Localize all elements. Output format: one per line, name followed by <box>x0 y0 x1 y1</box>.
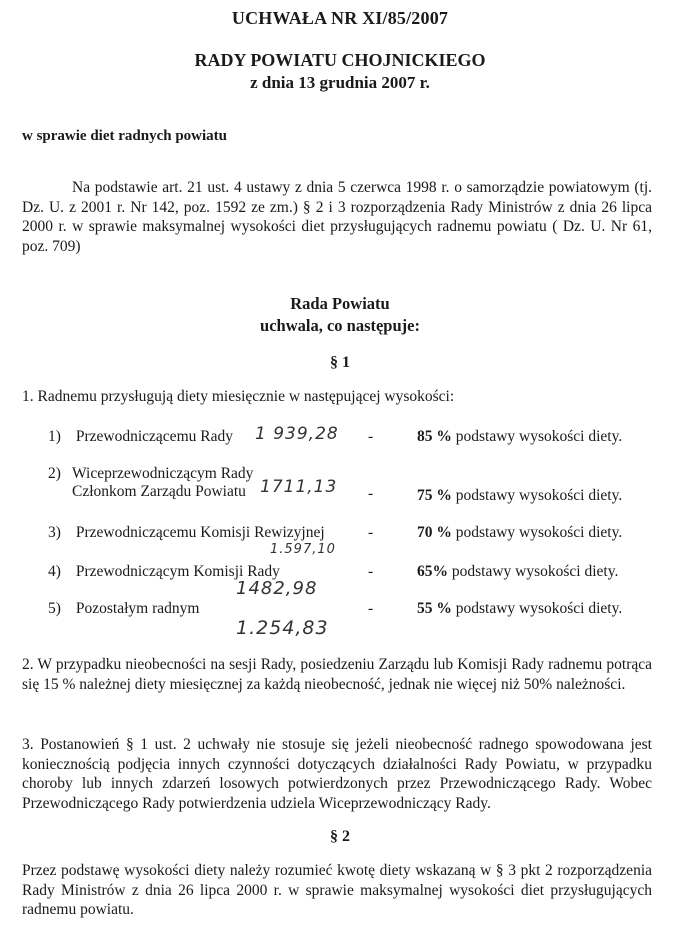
point-2-paragraph: 2. W przypadku nieobecności na sesji Rady, posiedzeniu Zarządu lub Komisji Rady radnemu potrąca się 15 % należnej diety miesięcznej za każdą nieobecność, jednak nie więcej niż 50% należności. <box>22 656 652 693</box>
section-1-heading: § 1 <box>330 354 350 371</box>
percent-suffix: podstawy wysokości diety. <box>451 600 623 617</box>
section-2-paragraph: Przez podstawę wysokości diety należy rozumieć kwotę diety wskazaną w § 3 pkt 2 rozporządzenia Rady Ministrów z dnia 26 lipca 2000 r. w sprawie maksymalnej wysokości diet przysługujących radnemu powiatu. <box>22 862 652 918</box>
handwritten-amount: 1 939,28 <box>255 424 339 444</box>
resolution-date: z dnia 13 grudnia 2007 r. <box>250 73 430 92</box>
percent-suffix: podstawy wysokości diety. <box>448 563 619 580</box>
item-percentage <box>417 600 622 618</box>
issuer-heading: RADY POWIATU CHOJNICKIEGO <box>194 50 486 70</box>
percent-value: 55 % <box>417 600 452 617</box>
item-number: 1) <box>48 428 61 445</box>
item-dash: - <box>368 428 374 445</box>
handwritten-amount: 1711,13 <box>260 477 338 497</box>
item-dash: - <box>368 524 374 541</box>
item-number: 3) <box>48 524 61 541</box>
item-dash: - <box>368 600 374 617</box>
handwritten-amount: 1482,98 <box>236 578 318 599</box>
item-percentage <box>417 428 622 446</box>
item-label: Przewodniczącemu Komisji Rewizyjnej <box>75 524 325 541</box>
diet-item <box>48 428 233 446</box>
resolves-line1: Rada Powiatu <box>290 294 390 313</box>
resolution-title: UCHWAŁA NR XI/85/2007 <box>231 8 449 28</box>
item-number: 2) <box>48 465 61 482</box>
item-label-line2: Członkom Zarządu Powiatu <box>72 483 246 500</box>
item-label: Pozostałym radnym <box>75 600 200 617</box>
item-dash: - <box>368 563 374 580</box>
percent-suffix: podstawy wysokości diety. <box>451 524 623 541</box>
preamble-paragraph: Na podstawie art. 21 ust. 4 ustawy z dnia 5 czerwca 1998 r. o samorządzie powiatowym (tj. Dz. U. z 2001 r. Nr 142, poz. 1592 ze zm.) § 2 i 3 rozporządzenia Rady Ministrów z dnia 26 lipca 2000 r. w sprawie maksymalnej wysokości diet przysługujących radnemu powiatu ( Dz. U. Nr 61, poz. 709) <box>22 179 652 255</box>
item-label: Przewodniczącym Komisji Rady <box>75 563 280 580</box>
point-1-intro: 1. Radnemu przysługują diety miesięcznie w następującej wysokości: <box>22 388 455 405</box>
handwritten-amount: 1.254,83 <box>236 617 329 639</box>
item-number: 5) <box>48 600 61 617</box>
diet-item <box>48 465 253 501</box>
percent-value: 65% <box>417 563 448 580</box>
item-percentage <box>417 563 618 581</box>
diet-item <box>48 600 199 618</box>
percent-suffix: podstawy wysokości diety. <box>451 487 623 504</box>
item-percentage <box>417 487 622 505</box>
percent-value: 85 % <box>417 428 452 445</box>
percent-value: 70 % <box>417 524 452 541</box>
percent-suffix: podstawy wysokości diety. <box>451 428 623 445</box>
resolves-line2: uchwala, co następuje: <box>260 316 420 335</box>
item-number: 4) <box>48 563 61 580</box>
point-3-paragraph: 3. Postanowień § 1 ust. 2 uchwały nie stosuje się jeżeli nieobecność radnego spowodowana jest koniecznością podjęcia innych czynności dotyczących działalności Rady Powiatu, w przypadku choroby lub innych zdarzeń losowych potwierdzonych przez Przewodniczącego Rady. Wobec Przewodniczącego Rady potwierdzenia udziela Wiceprzewodniczący Rady. <box>22 736 652 812</box>
item-dash: - <box>368 485 374 502</box>
diet-item <box>48 524 325 542</box>
item-label: Przewodniczącemu Rady <box>75 428 233 445</box>
handwritten-amount: 1.597,10 <box>270 542 336 557</box>
item-label: Wiceprzewodniczącym Rady <box>72 465 254 482</box>
percent-value: 75 % <box>417 487 452 504</box>
section-2-heading: § 2 <box>330 828 350 845</box>
item-percentage <box>417 524 622 542</box>
subject-line: w sprawie diet radnych powiatu <box>22 128 228 144</box>
